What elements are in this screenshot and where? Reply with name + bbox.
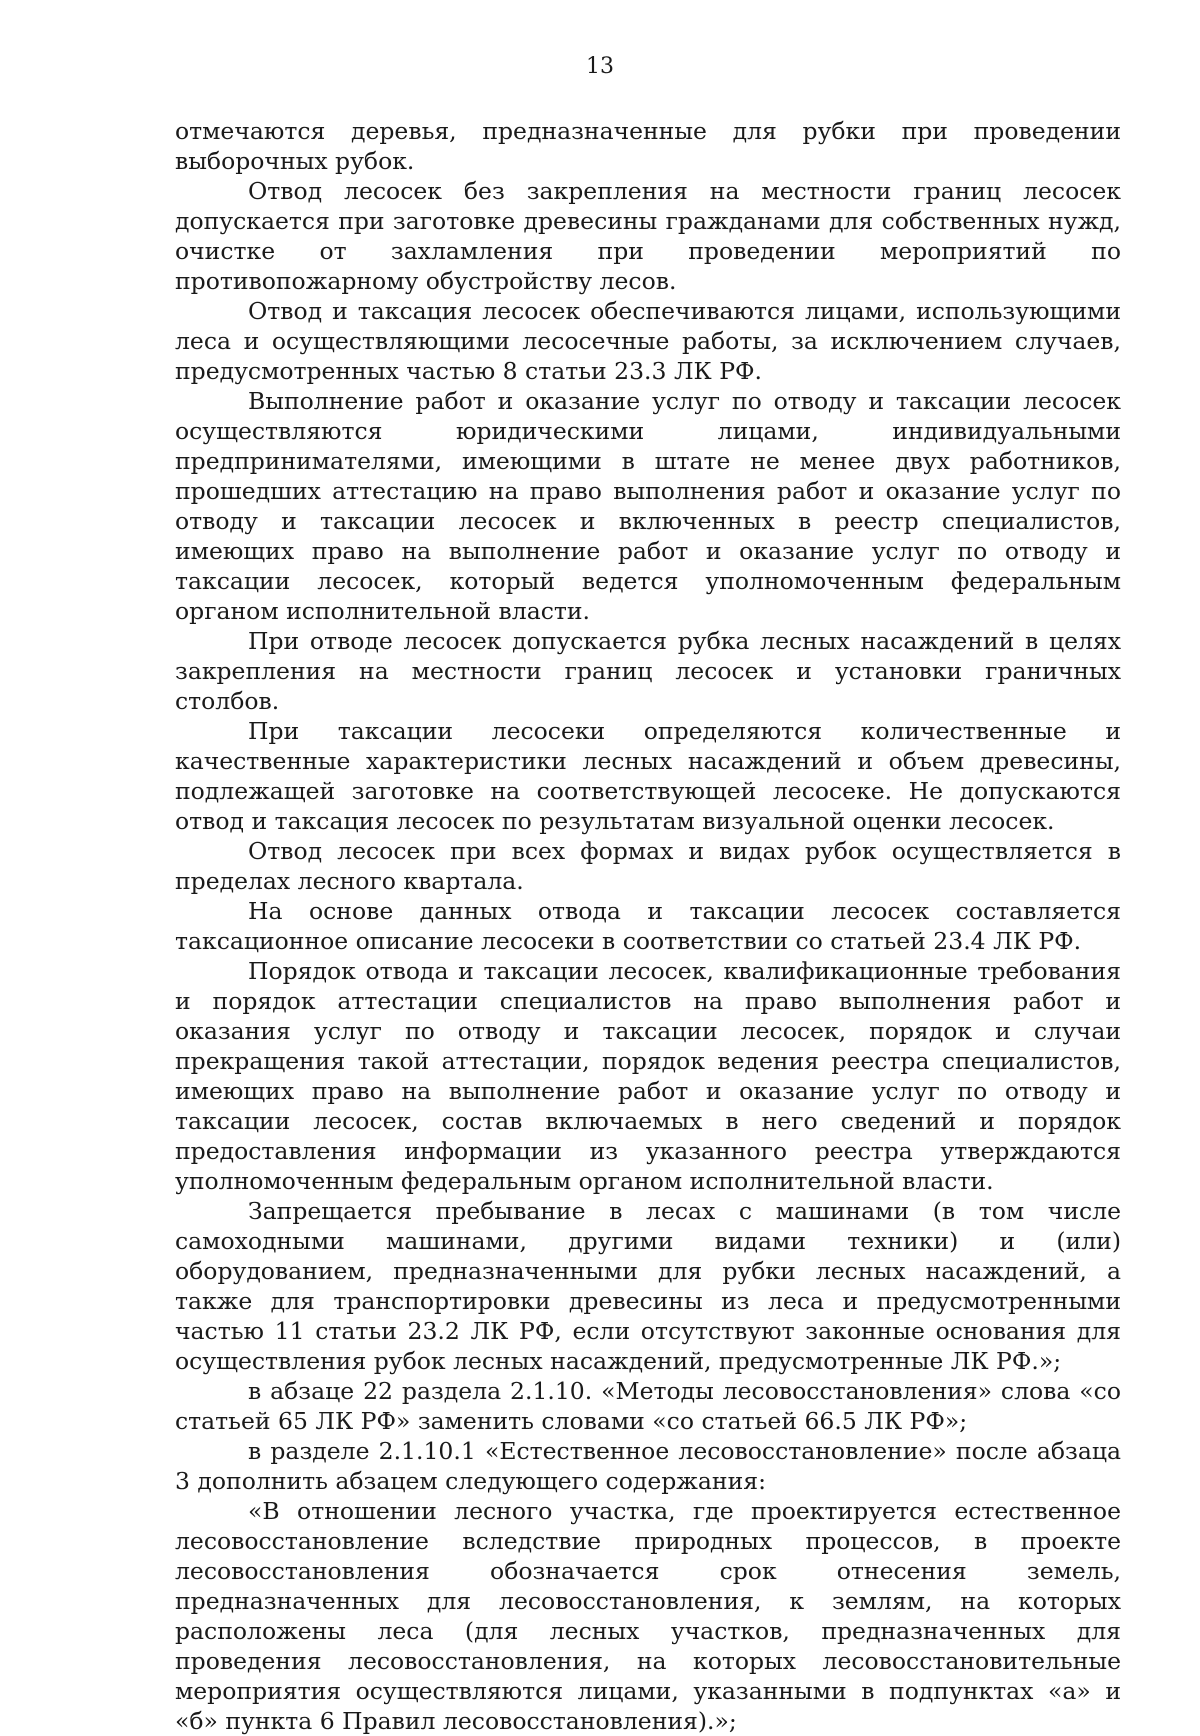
paragraph: «В отношении лесного участка, где проектируется естественное лесовосстановление вследствие природных процессов, в проекте лесовосстановления обозначается срок отнесения земель, предназначенных для лесовосстановления, к землям, на которых расположены леса (для лесных участков, предназначенных для проведения лесовосстановления, на которых лесовосстановительные мероприятия осуществляются лицами, указанными в подпунктах «а» и «б» пункта 6 Правил лесовосстановления).»; — [175, 1497, 1121, 1735]
paragraph: Отвод лесосек при всех формах и видах рубок осуществляется в пределах лесного квартала. — [175, 837, 1121, 895]
paragraph: Выполнение работ и оказание услуг по отводу и таксации лесосек осуществляются юридическими лицами, индивидуальными предпринимателями, имеющими в штате не менее двух работников, прошедших аттестацию на право выполнения работ и оказание услуг по отводу и таксации лесосек и включенных в реестр специалистов, имеющих право на выполнение работ и оказание услуг по отводу и таксации лесосек, который ведется уполномоченным федеральным органом исполнительной власти. — [175, 387, 1121, 625]
document-body — [175, 116, 1121, 1736]
page-number: 13 — [586, 54, 614, 79]
paragraph: Порядок отвода и таксации лесосек, квалификационные требования и порядок аттестации специалистов на право выполнения работ и оказания услуг по отводу и таксации лесосек, порядок и случаи прекращения такой аттестации, порядок ведения реестра специалистов, имеющих право на выполнение работ и оказание услуг по отводу и таксации лесосек, состав включаемых в него сведений и порядок предоставления информации из указанного реестра утверждаются уполномоченным федеральным органом исполнительной власти. — [175, 957, 1121, 1195]
paragraph: При таксации лесосеки определяются количественные и качественные характеристики лесных насаждений и объем древесины, подлежащей заготовке на соответствующей лесосеке. Не допускаются отвод и таксация лесосек по результатам визуальной оценки лесосек. — [175, 717, 1121, 835]
paragraph: в разделе 2.1.10.1 «Естественное лесовосстановление» после абзаца 3 дополнить абзацем следующего содержания: — [175, 1437, 1121, 1495]
paragraph: Отвод и таксация лесосек обеспечиваются лицами, использующими леса и осуществляющими лесосечные работы, за исключением случаев, предусмотренных частью 8 статьи 23.3 ЛК РФ. — [175, 297, 1121, 385]
paragraph: На основе данных отвода и таксации лесосек составляется таксационное описание лесосеки в соответствии со статьей 23.4 ЛК РФ. — [175, 897, 1121, 955]
paragraph: в абзаце 22 раздела 2.1.10. «Методы лесовосстановления» слова «со статьей 65 ЛК РФ» заменить словами «со статьей 66.5 ЛК РФ»; — [175, 1377, 1121, 1435]
paragraph: При отводе лесосек допускается рубка лесных насаждений в целях закрепления на местности границ лесосек и установки граничных столбов. — [175, 627, 1121, 715]
paragraph: отмечаются деревья, предназначенные для рубки при проведении выборочных рубок. — [175, 117, 1121, 175]
paragraph: Запрещается пребывание в лесах с машинами (в том числе самоходными машинами, другими видами техники) и (или) оборудованием, предназначенными для рубки лесных насаждений, а также для транспортировки древесины из леса и предусмотренными частью 11 статьи 23.2 ЛК РФ, если отсутствуют законные основания для осуществления рубок лесных насаждений, предусмотренные ЛК РФ.»; — [175, 1197, 1121, 1375]
paragraph: Отвод лесосек без закрепления на местности границ лесосек допускается при заготовке древесины гражданами для собственных нужд, очистке от захламления при проведении мероприятий по противопожарному обустройству лесов. — [175, 177, 1121, 295]
